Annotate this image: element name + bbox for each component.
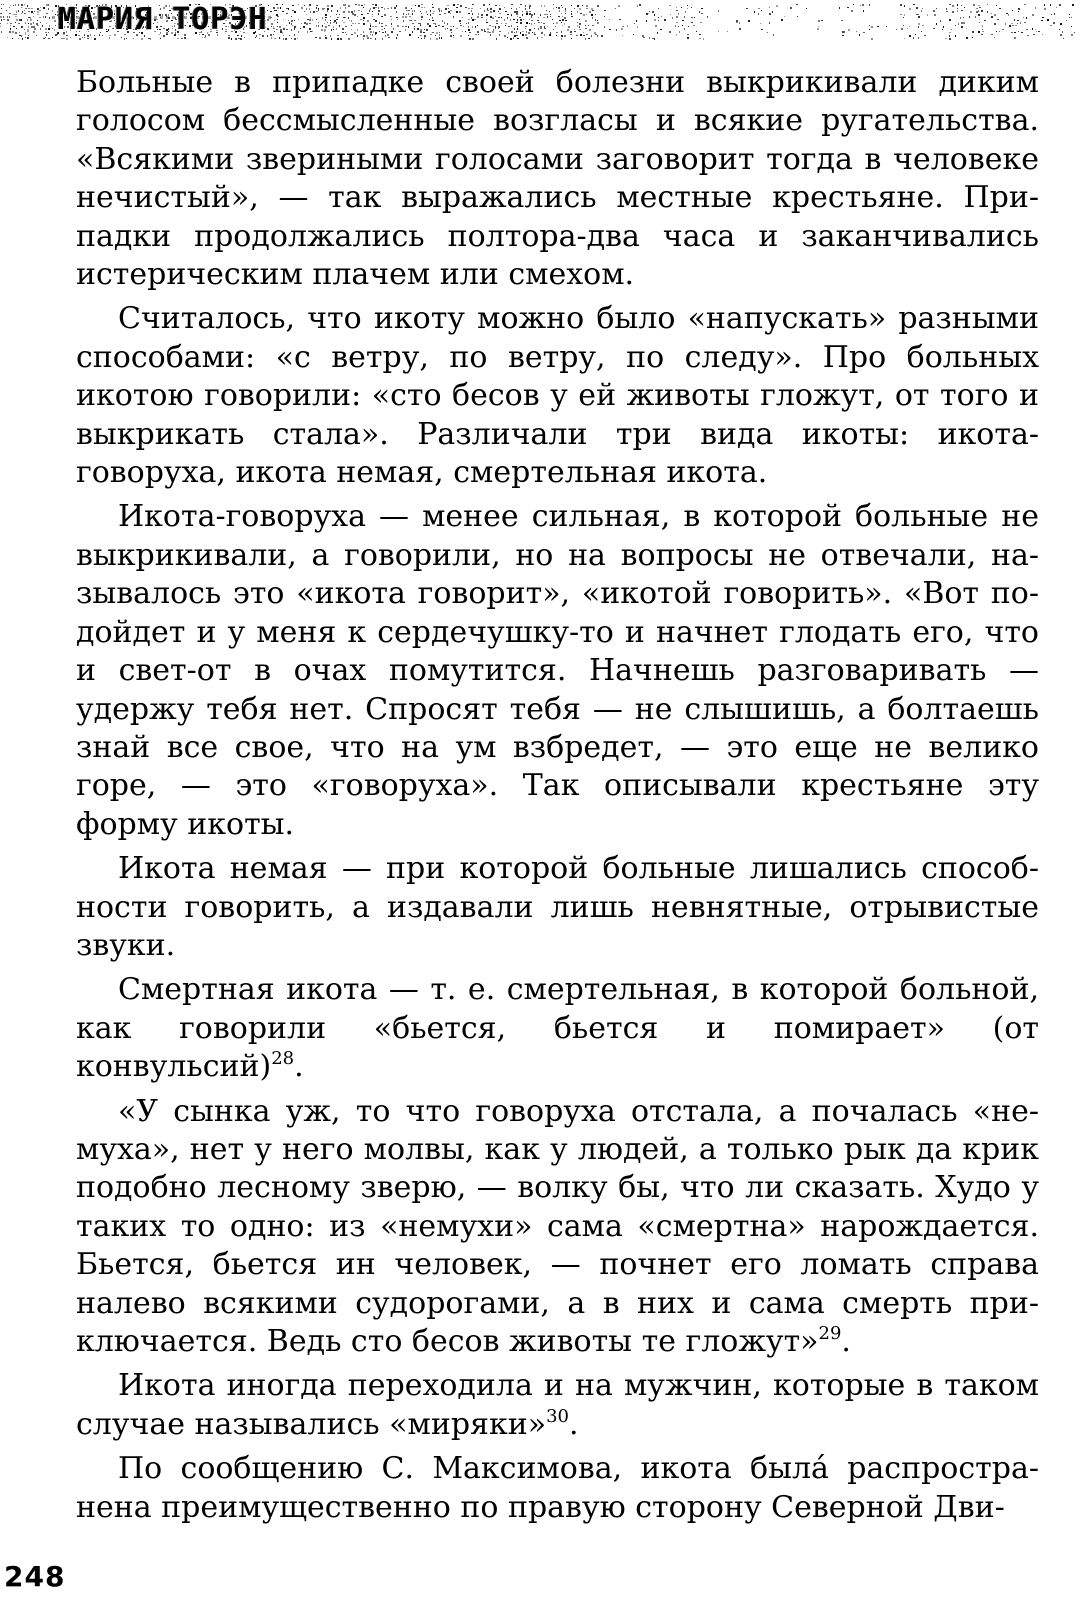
paragraph-end: . bbox=[568, 1406, 579, 1442]
paragraph bbox=[76, 850, 1039, 965]
paragraph bbox=[76, 971, 1039, 1086]
paragraph bbox=[76, 300, 1039, 492]
paragraph-end: . bbox=[294, 1049, 304, 1085]
paragraph bbox=[76, 1093, 1039, 1362]
paragraph-text: Больные в припадке своей болезни выкрикивали диким голосом бессмысленные возгласы и всякие ругательства. «Всякими звериными голосами заговорит тогда в человеке нечистый», — так выражались местные крестьяне. Припадки продолжались полтора-два часа и заканчивались истерическим плачем или смехом. bbox=[76, 65, 1039, 293]
paragraph bbox=[76, 64, 1039, 294]
running-title: МАРИЯ ТОРЭН bbox=[58, 2, 268, 37]
footnote-ref: 29 bbox=[818, 1323, 842, 1344]
running-header bbox=[0, 0, 1075, 44]
paragraph bbox=[76, 498, 1039, 844]
paragraph-text: Икота немая — при которой больные лишались способности говорить, а издавали лишь невнятные, отрывистые звуки. bbox=[76, 851, 1039, 963]
paragraph-text: Икота-говоруха — менее сильная, в которой больные не выкрикивали, а говорили, но на вопросы не отвечали, называлось это «икота говорит», «икотой говорить». «Вот подойдет и у меня к сердечушку-то и начнет глодать его, что и свет-от в очах помутится. Начнешь разговаривать — удержу тебя нет. Спросят тебя — не слышишь, а болтаешь знай все свое, что на ум взбредет, — это еще не велико горе, — это «говоруха». Так описывали крестьяне эту форму икоты. bbox=[76, 499, 1039, 842]
paragraph bbox=[76, 1367, 1039, 1444]
paragraph-text: Смертная икота — т. е. смертельная, в которой больной, как говорили «бьется, бьется и помирает» (от конвульсий) bbox=[76, 972, 1039, 1085]
footnote-ref: 28 bbox=[271, 1048, 295, 1070]
footnote-ref: 30 bbox=[546, 1405, 569, 1427]
paragraph-text: «У сынка уж, то что говоруха отстала, а почалась «немуха», нет у него молвы, как у людей, а только рык да крик подобно лесному зверю, — волку бы, что ли сказать. Худо у таких то одно: из «немухи» сама «смертна» нарождается. Бьется, бьется ин человек, — почнет его ломать справа налево всякими судорогами, а в них и сама смерть приключается. Ведь сто бесов животы те гложут» bbox=[76, 1093, 1039, 1359]
page-number: 248 bbox=[4, 1560, 66, 1593]
body-text bbox=[76, 64, 1039, 1527]
paragraph-text: Считалось, что икоту можно было «напускать» разными способами: «с ветру, по ветру, по следу». Про больных икотою говорили: «сто бесов у ей животы гложут, от того и выкрикать стала». Различали три вида икоты: икота-говоруха, икота немая, смертельная икота. bbox=[76, 301, 1039, 491]
paragraph-end: . bbox=[841, 1324, 851, 1359]
paragraph-text: Икота иногда переходила и на мужчин, которые в таком случае назывались «миряки» bbox=[76, 1368, 1039, 1442]
paragraph bbox=[76, 1450, 1039, 1527]
paragraph-text: По сообщению С. Максимова, икота была́ распространена преимущественно по правую сторону Северной Дви- bbox=[76, 1451, 1039, 1525]
